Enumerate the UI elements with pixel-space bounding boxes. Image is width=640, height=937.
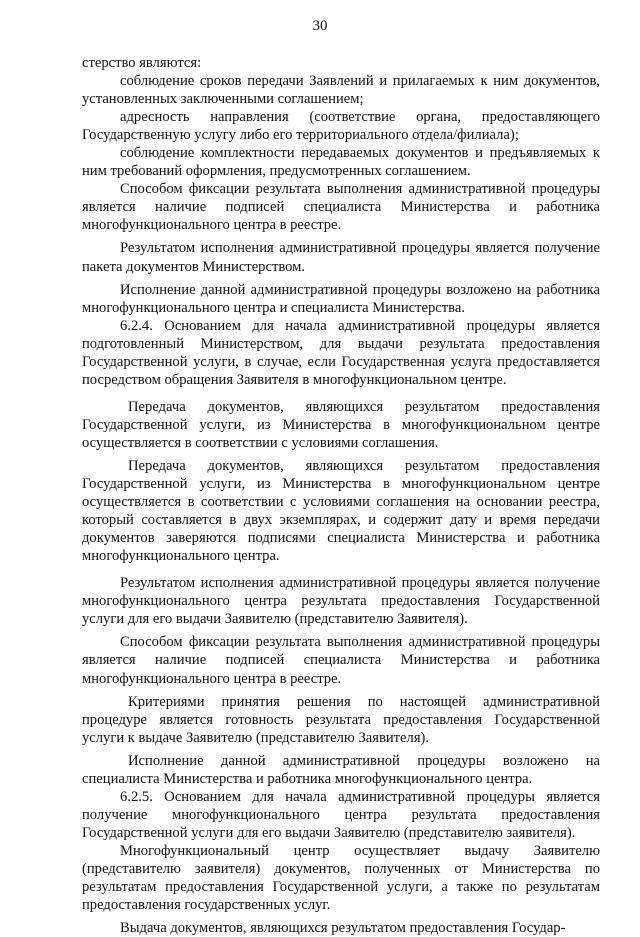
paragraph: Исполнение данной административной процедуры возложено на работника многофункционального центра и специалиста Министерства. <box>82 281 600 316</box>
paragraph: стерство являются: <box>82 55 202 71</box>
paragraph: Способом фиксации результата выполнения административной процедуры является наличие подписей специалиста Министерства и работника многофункционального центра в реестре. <box>82 634 600 687</box>
paragraph: Результатом исполнения административной процедуры является получение многофункционального центра результата предоставления Государственной услуги для его выдачи Заявителю (представителю Заявителя). <box>82 575 600 628</box>
paragraph: Критериями принятия решения по настоящей административной процедуре является готовность результата предоставления Государственной услуги к выдаче Заявителю (представителю Заявителя). <box>82 693 600 746</box>
paragraph: соблюдение сроков передачи Заявлений и прилагаемых к ним документов, установленных заключенными соглашением; <box>82 73 600 108</box>
document-body <box>82 54 600 937</box>
paragraph: Передача документов, являющихся результатом предоставления Государственной услуги, из Министерства в многофункциональном центре осуществляется в соответствии с условиями соглашения на основании реестра, который составляется в двух экземплярах, и содержит дату и время передачи документов заверяются подписями специалиста Министерства и работника многофункционального центра. <box>82 457 600 565</box>
paragraph: Многофункциональный центр осуществляет выдачу Заявителю (представителю заявителя) документов, полученных от Министерства по результатам предоставления Государственной услуги, а также по результатам предоставления государственных услуг. <box>82 842 600 914</box>
paragraph: Способом фиксации результата выполнения административной процедуры является наличие подписей специалиста Министерства и работника многофункционального центра в реестре. <box>82 181 600 234</box>
paragraph: Результатом исполнения административной процедуры является получение пакета документов Министерством. <box>82 240 600 275</box>
paragraph: 6.2.5. Основанием для начала административной процедуры является получение многофункционального центра результата предоставления Государственной услуги для его выдачи Заявителю (представителю заявителя). <box>82 788 600 841</box>
paragraph: Исполнение данной административной процедуры возложено на специалиста Министерства и работника многофункционального центра. <box>82 752 600 787</box>
paragraph: 6.2.4. Основанием для начала административной процедуры является подготовленный Министерством, для выдачи результата предоставления Государственной услуги, в случае, если Государственная услуга предоставляется посредством обращения Заявителя в многофункциональном центре. <box>82 317 600 388</box>
paragraph: Выдача документов, являющихся результатом предоставления Государ- <box>120 920 566 937</box>
paragraph: Передача документов, являющихся результатом предоставления Государственной услуги, из Министерства в многофункциональном центре осуществляется в соответствии с условиями соглашения. <box>82 398 600 451</box>
page-number: 30 <box>312 18 328 34</box>
paragraph: адресность направления (соответствие органа, предоставляющего Государственную услугу либо его территориального отдела/филиала); <box>82 109 600 144</box>
paragraph: соблюдение комплектности передаваемых документов и предъявляемых к ним требований оформления, предусмотренных соглашением. <box>82 145 600 180</box>
